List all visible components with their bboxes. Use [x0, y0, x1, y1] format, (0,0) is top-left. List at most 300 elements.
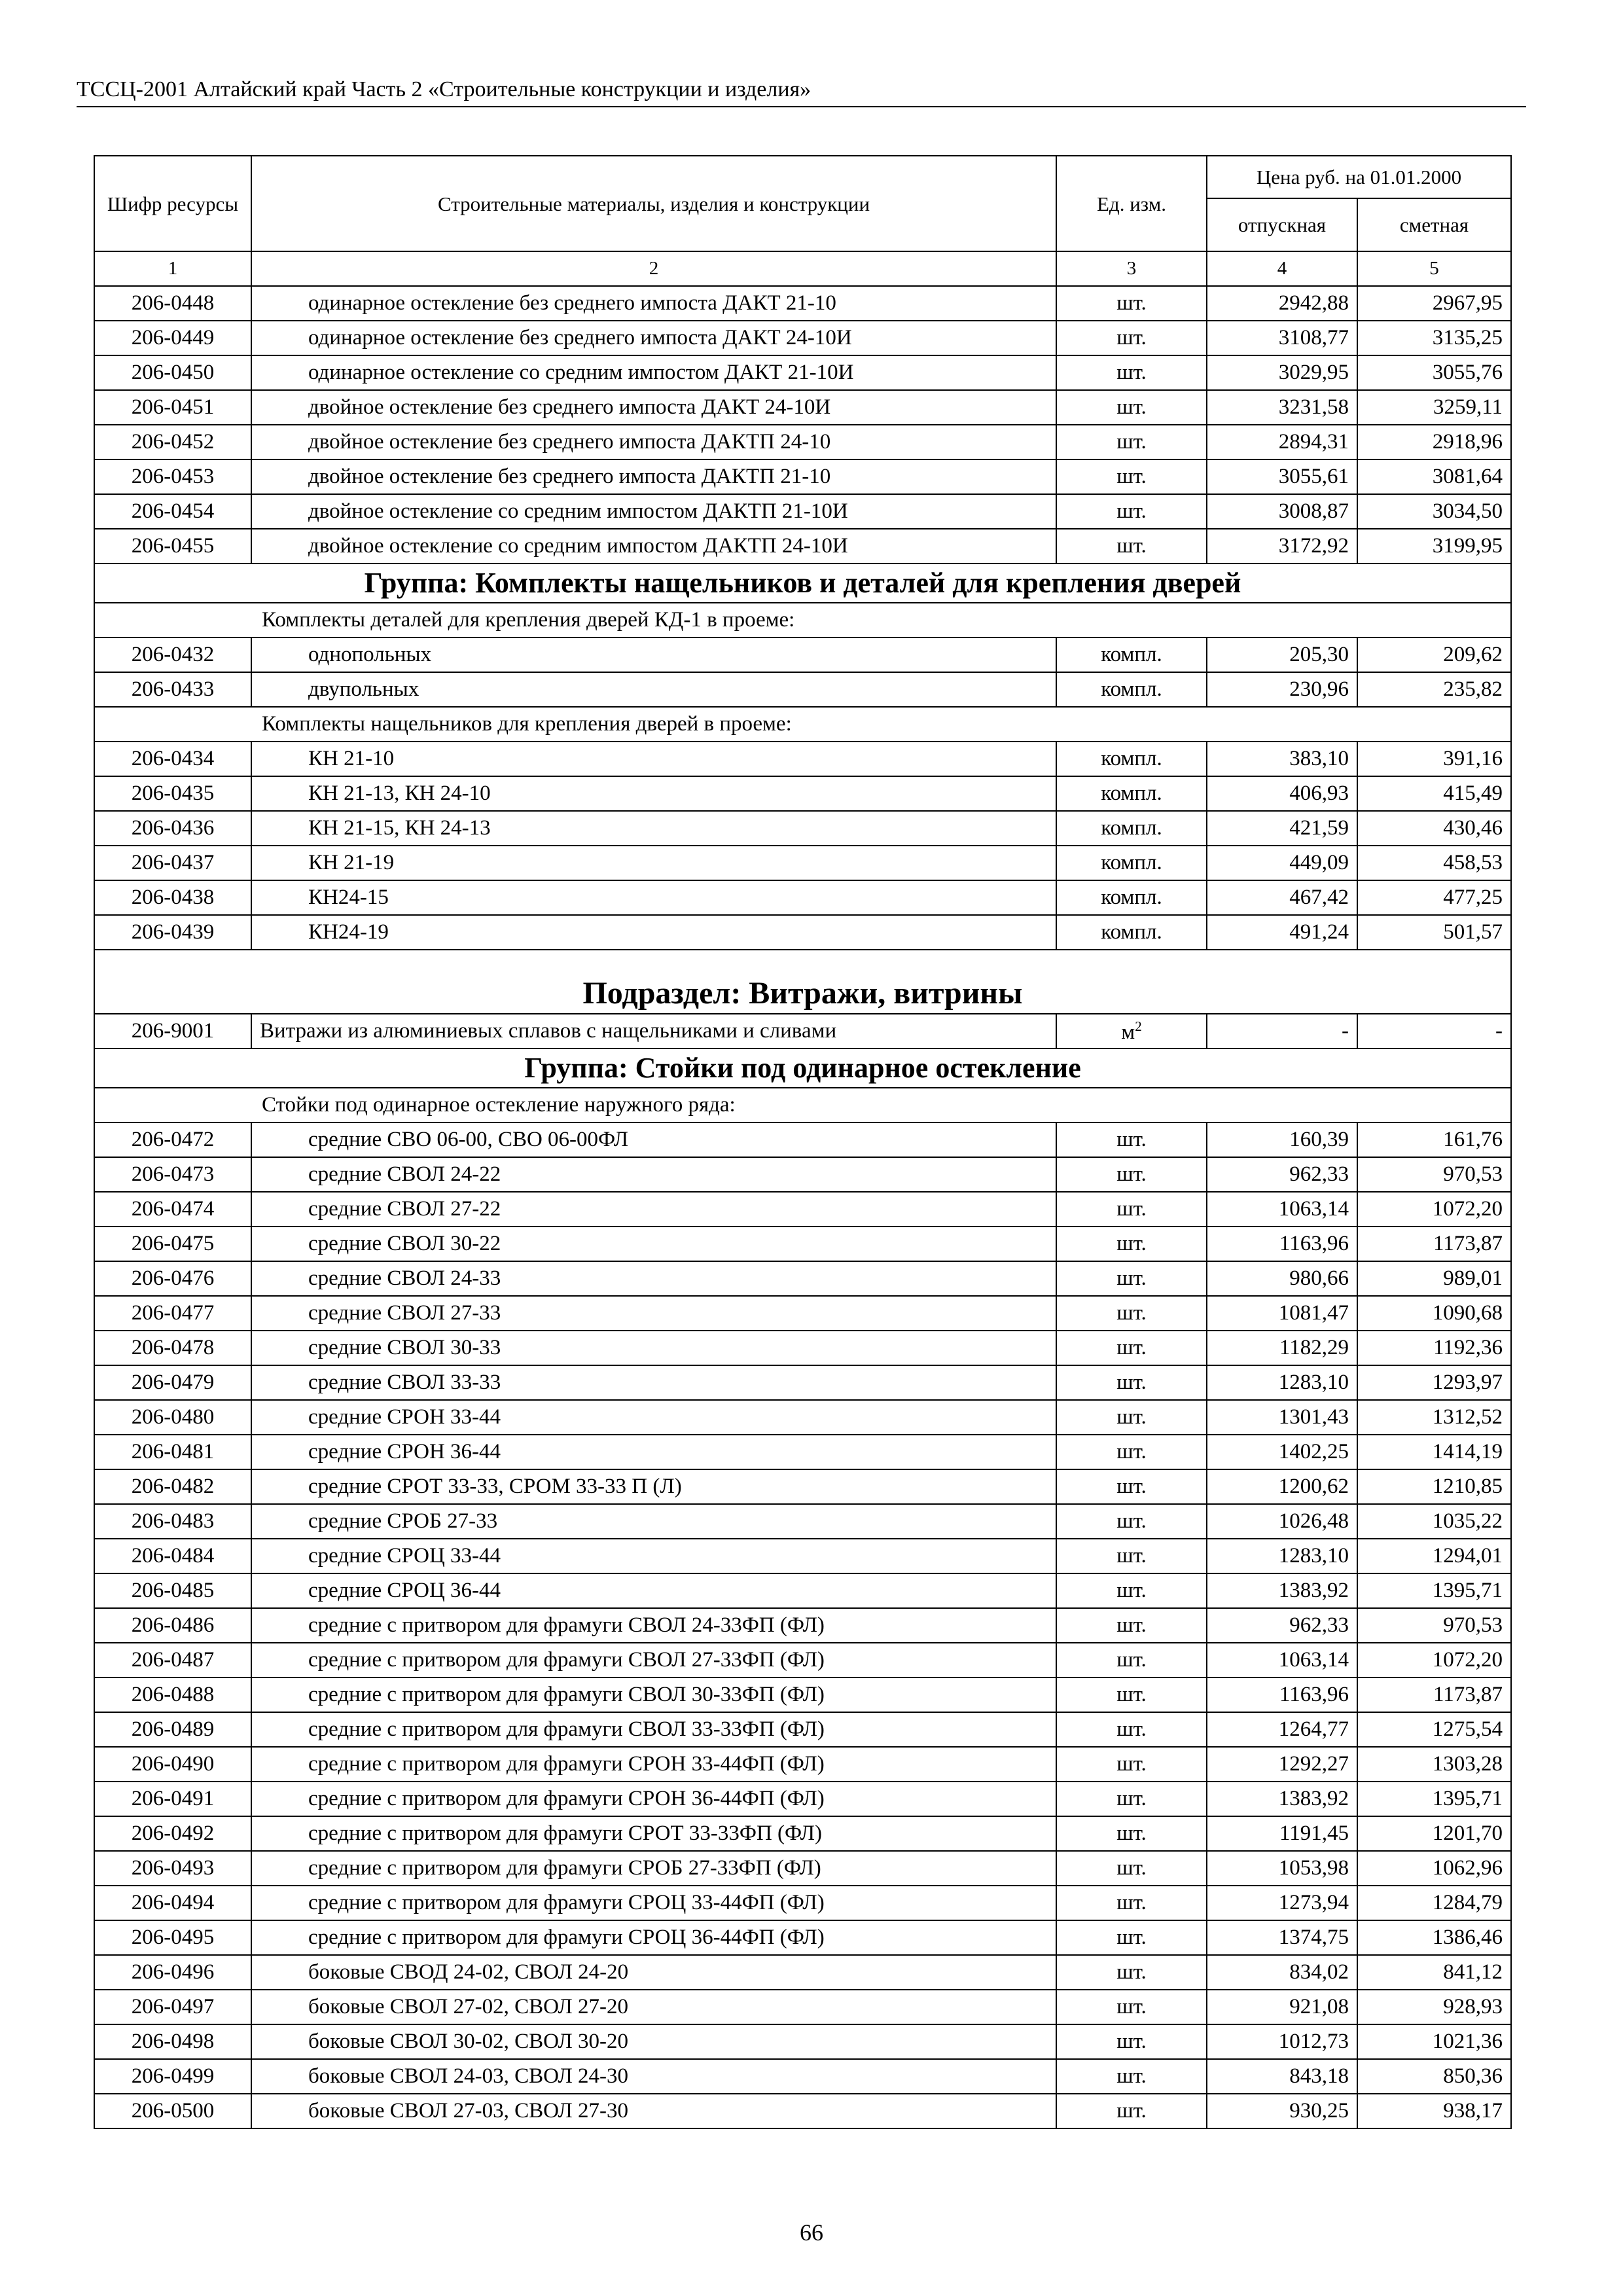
release-price: 1063,14: [1207, 1192, 1357, 1227]
resource-code: 206-0491: [94, 1782, 251, 1816]
column-number: 1: [94, 251, 251, 286]
table-row: [94, 1816, 1511, 1851]
table-row: [94, 1157, 1511, 1192]
unit-cell: шт.: [1056, 1747, 1207, 1782]
estimate-price: 1021,36: [1357, 2024, 1511, 2059]
release-price: 921,08: [1207, 1990, 1357, 2024]
table-row: [94, 1227, 1511, 1261]
table-row: [94, 1851, 1511, 1886]
unit-cell: шт.: [1056, 1400, 1207, 1435]
resource-name: одинарное остекление без среднего импоста ДАКТ 21-10: [251, 286, 1056, 321]
col-header-unit: Ед. изм.: [1056, 156, 1207, 251]
estimate-price: 1303,28: [1357, 1747, 1511, 1782]
table-row: [94, 742, 1511, 776]
unit-cell: компл.: [1056, 637, 1207, 672]
release-price: 3108,77: [1207, 321, 1357, 355]
release-price: 2894,31: [1207, 425, 1357, 459]
resource-code: 206-0439: [94, 915, 251, 950]
unit-cell: шт.: [1056, 1157, 1207, 1192]
release-price: 1383,92: [1207, 1782, 1357, 1816]
resource-code: 206-0488: [94, 1677, 251, 1712]
resource-name: средние СРОН 33-44: [251, 1400, 1056, 1435]
estimate-price: 209,62: [1357, 637, 1511, 672]
resource-name: средние СВО 06-00, СВО 06-00ФЛ: [251, 1122, 1056, 1157]
estimate-price: 391,16: [1357, 742, 1511, 776]
release-price: 3055,61: [1207, 459, 1357, 494]
resource-name: средние СВОЛ 24-33: [251, 1261, 1056, 1296]
group-title: Группа: Стойки под одинарное остекление: [94, 1049, 1511, 1088]
estimate-price: 1294,01: [1357, 1539, 1511, 1573]
unit-cell: шт.: [1056, 1296, 1207, 1331]
table-row: [94, 1296, 1511, 1331]
estimate-price: 1072,20: [1357, 1643, 1511, 1677]
resource-name: средние с притвором для фрамуги СВОЛ 33-33ФП (ФЛ): [251, 1712, 1056, 1747]
release-price: 1163,96: [1207, 1227, 1357, 1261]
resource-code: 206-0496: [94, 1955, 251, 1990]
unit-cell: шт.: [1056, 390, 1207, 425]
release-price: 962,33: [1207, 1157, 1357, 1192]
unit-cell: шт.: [1056, 494, 1207, 529]
unit-cell: шт.: [1056, 1990, 1207, 2024]
resource-code: 206-0500: [94, 2094, 251, 2128]
estimate-price: 3081,64: [1357, 459, 1511, 494]
estimate-price: 970,53: [1357, 1157, 1511, 1192]
resource-name: средние СРОБ 27-33: [251, 1504, 1056, 1539]
resource-name: КН 21-19: [251, 846, 1056, 880]
unit-cell: шт.: [1056, 1712, 1207, 1747]
subgroup-label: Стойки под одинарное остекление наружного ряда:: [94, 1088, 1511, 1122]
page-number: 66: [800, 2219, 823, 2246]
resource-name: средние с притвором для фрамуги СРОН 36-44ФП (ФЛ): [251, 1782, 1056, 1816]
table-row: [94, 1331, 1511, 1365]
unit-cell: шт.: [1056, 1816, 1207, 1851]
col-header-name: Строительные материалы, изделия и конструкции: [251, 156, 1056, 251]
resource-name: средние с притвором для фрамуги СРОЦ 36-44ФП (ФЛ): [251, 1920, 1056, 1955]
estimate-price: 1090,68: [1357, 1296, 1511, 1331]
resource-code: 206-0484: [94, 1539, 251, 1573]
table-row: [94, 1747, 1511, 1782]
resource-name: средние с притвором для фрамуги СВОЛ 27-33ФП (ФЛ): [251, 1643, 1056, 1677]
release-price: -: [1207, 1014, 1357, 1049]
unit-cell: [1056, 1014, 1207, 1049]
table-row: [94, 1469, 1511, 1504]
release-price: 3172,92: [1207, 529, 1357, 564]
table-row: [94, 811, 1511, 846]
table-row: [94, 390, 1511, 425]
estimate-price: 1395,71: [1357, 1782, 1511, 1816]
resource-code: 206-0477: [94, 1296, 251, 1331]
resource-name: КН 21-15, КН 24-13: [251, 811, 1056, 846]
resource-code: 206-0433: [94, 672, 251, 707]
unit-base: м: [1121, 1020, 1135, 1044]
resource-code: 206-0452: [94, 425, 251, 459]
resource-code: 206-0474: [94, 1192, 251, 1227]
subgroup-label-row: [94, 1088, 1511, 1122]
resource-code: 206-0492: [94, 1816, 251, 1851]
section-title: Подраздел: Витражи, витрины: [94, 950, 1511, 1014]
unit-cell: шт.: [1056, 1261, 1207, 1296]
release-price: 467,42: [1207, 880, 1357, 915]
estimate-price: -: [1357, 1014, 1511, 1049]
table-row: [94, 2094, 1511, 2128]
resource-name: двойное остекление со средним импостом ДАКТП 21-10И: [251, 494, 1056, 529]
table-row: [94, 1782, 1511, 1816]
resource-code: 206-0478: [94, 1331, 251, 1365]
release-price: 1063,14: [1207, 1643, 1357, 1677]
estimate-price: 1210,85: [1357, 1469, 1511, 1504]
unit-cell: шт.: [1056, 1122, 1207, 1157]
col-header-estimate: сметная: [1357, 198, 1511, 251]
release-price: 962,33: [1207, 1608, 1357, 1643]
release-price: 1012,73: [1207, 2024, 1357, 2059]
estimate-price: 928,93: [1357, 1990, 1511, 2024]
unit-exponent: 2: [1135, 1018, 1142, 1034]
group-title-row: [94, 1049, 1511, 1088]
estimate-price: 1284,79: [1357, 1886, 1511, 1920]
release-price: 1182,29: [1207, 1331, 1357, 1365]
resource-name: боковые СВОД 24-02, СВОЛ 24-20: [251, 1955, 1056, 1990]
table-row: [94, 1400, 1511, 1435]
unit-cell: компл.: [1056, 776, 1207, 811]
release-price: 834,02: [1207, 1955, 1357, 1990]
unit-cell: шт.: [1056, 286, 1207, 321]
resource-code: 206-0453: [94, 459, 251, 494]
resource-code: 206-0495: [94, 1920, 251, 1955]
estimate-price: 430,46: [1357, 811, 1511, 846]
resource-code: 206-0479: [94, 1365, 251, 1400]
column-number: 3: [1056, 251, 1207, 286]
resource-name: средние с притвором для фрамуги СРОБ 27-33ФП (ФЛ): [251, 1851, 1056, 1886]
table-row: [94, 1886, 1511, 1920]
estimate-price: 1312,52: [1357, 1400, 1511, 1435]
unit-cell: шт.: [1056, 1331, 1207, 1365]
release-price: 491,24: [1207, 915, 1357, 950]
release-price: 406,93: [1207, 776, 1357, 811]
resource-name: средние с притвором для фрамуги СРОН 33-44ФП (ФЛ): [251, 1747, 1056, 1782]
table-row: [94, 1504, 1511, 1539]
resource-code: 206-0497: [94, 1990, 251, 2024]
resource-code: 206-0472: [94, 1122, 251, 1157]
resource-code: 206-0487: [94, 1643, 251, 1677]
estimate-price: 850,36: [1357, 2059, 1511, 2094]
unit-cell: шт.: [1056, 1539, 1207, 1573]
release-price: 160,39: [1207, 1122, 1357, 1157]
group-title: Группа: Комплекты нащельников и деталей для крепления дверей: [94, 564, 1511, 603]
resource-code: 206-0454: [94, 494, 251, 529]
resource-code: 206-0480: [94, 1400, 251, 1435]
column-number: 5: [1357, 251, 1511, 286]
col-header-price: Цена руб. на 01.01.2000: [1207, 156, 1511, 198]
table-row: [94, 880, 1511, 915]
resource-name: средние СРОН 36-44: [251, 1435, 1056, 1469]
subgroup-label-row: [94, 603, 1511, 637]
estimate-price: 1201,70: [1357, 1816, 1511, 1851]
unit-cell: шт.: [1056, 2024, 1207, 2059]
release-price: 1264,77: [1207, 1712, 1357, 1747]
unit-cell: шт.: [1056, 1192, 1207, 1227]
estimate-price: 1173,87: [1357, 1677, 1511, 1712]
section-title-row: [94, 950, 1511, 1014]
unit-cell: шт.: [1056, 1920, 1207, 1955]
resource-name: средние СРОТ 33-33, СРОМ 33-33 П (Л): [251, 1469, 1056, 1504]
table-row: [94, 1573, 1511, 1608]
resource-code: 206-0432: [94, 637, 251, 672]
unit-cell: компл.: [1056, 880, 1207, 915]
unit-cell: шт.: [1056, 1886, 1207, 1920]
estimate-price: 1275,54: [1357, 1712, 1511, 1747]
resource-code: 206-0499: [94, 2059, 251, 2094]
table-row: [94, 494, 1511, 529]
resource-name: КН24-19: [251, 915, 1056, 950]
table-row: [94, 1261, 1511, 1296]
release-price: 1200,62: [1207, 1469, 1357, 1504]
estimate-price: 235,82: [1357, 672, 1511, 707]
table-row: [94, 1712, 1511, 1747]
resource-code: 206-0436: [94, 811, 251, 846]
header-rule: [77, 106, 1526, 107]
release-price: 383,10: [1207, 742, 1357, 776]
table-row: [94, 1122, 1511, 1157]
resource-name: боковые СВОЛ 27-02, СВОЛ 27-20: [251, 1990, 1056, 2024]
release-price: 205,30: [1207, 637, 1357, 672]
estimate-price: 3034,50: [1357, 494, 1511, 529]
resource-name: средние СВОЛ 30-33: [251, 1331, 1056, 1365]
unit-cell: шт.: [1056, 1608, 1207, 1643]
resource-name: КН24-15: [251, 880, 1056, 915]
table-row: [94, 1014, 1511, 1049]
unit-cell: шт.: [1056, 2059, 1207, 2094]
unit-cell: шт.: [1056, 1782, 1207, 1816]
resource-name: средние СРОЦ 33-44: [251, 1539, 1056, 1573]
resource-code: 206-0498: [94, 2024, 251, 2059]
resource-name: одинарное остекление со средним импостом ДАКТ 21-10И: [251, 355, 1056, 390]
resource-code: 206-0473: [94, 1157, 251, 1192]
column-numbers-row: [94, 251, 1511, 286]
table-row: [94, 1539, 1511, 1573]
column-number: 4: [1207, 251, 1357, 286]
estimate-price: 477,25: [1357, 880, 1511, 915]
unit-cell: шт.: [1056, 355, 1207, 390]
unit-cell: шт.: [1056, 1851, 1207, 1886]
resource-name: средние с притвором для фрамуги СВОЛ 30-33ФП (ФЛ): [251, 1677, 1056, 1712]
estimate-price: 1192,36: [1357, 1331, 1511, 1365]
resource-name: двупольных: [251, 672, 1056, 707]
table-row: [94, 286, 1511, 321]
release-price: 1273,94: [1207, 1886, 1357, 1920]
resource-code: 206-0475: [94, 1227, 251, 1261]
subgroup-label: Комплекты нащельников для крепления дверей в проеме:: [94, 707, 1511, 742]
release-price: 1283,10: [1207, 1539, 1357, 1573]
resource-code: 206-0494: [94, 1886, 251, 1920]
release-price: 3231,58: [1207, 390, 1357, 425]
release-price: 449,09: [1207, 846, 1357, 880]
table-body: [94, 286, 1511, 2128]
resource-code: 206-0449: [94, 321, 251, 355]
estimate-price: 938,17: [1357, 2094, 1511, 2128]
resource-name: однопольных: [251, 637, 1056, 672]
table-row: [94, 1435, 1511, 1469]
release-price: 1163,96: [1207, 1677, 1357, 1712]
resource-code: 206-9001: [94, 1014, 251, 1049]
table-row: [94, 1677, 1511, 1712]
table-row: [94, 1365, 1511, 1400]
resource-code: 206-0490: [94, 1747, 251, 1782]
table-row: [94, 1955, 1511, 1990]
table-row: [94, 355, 1511, 390]
unit-cell: компл.: [1056, 672, 1207, 707]
release-price: 1292,27: [1207, 1747, 1357, 1782]
unit-cell: компл.: [1056, 915, 1207, 950]
resource-name: средние СВОЛ 24-22: [251, 1157, 1056, 1192]
resource-code: 206-0485: [94, 1573, 251, 1608]
table-row: [94, 672, 1511, 707]
release-price: 1026,48: [1207, 1504, 1357, 1539]
unit-cell: шт.: [1056, 321, 1207, 355]
subgroup-label: Комплекты деталей для крепления дверей КД-1 в проеме:: [94, 603, 1511, 637]
resource-name: средние с притвором для фрамуги СРОТ 33-33ФП (ФЛ): [251, 1816, 1056, 1851]
estimate-price: 2967,95: [1357, 286, 1511, 321]
release-price: 2942,88: [1207, 286, 1357, 321]
resource-name: двойное остекление без среднего импоста ДАКТП 24-10: [251, 425, 1056, 459]
resource-code: 206-0450: [94, 355, 251, 390]
table-row: [94, 459, 1511, 494]
resource-code: 206-0438: [94, 880, 251, 915]
resource-name: двойное остекление без среднего импоста ДАКТП 21-10: [251, 459, 1056, 494]
estimate-price: 3199,95: [1357, 529, 1511, 564]
subgroup-label-row: [94, 707, 1511, 742]
resource-name: боковые СВОЛ 24-03, СВОЛ 24-30: [251, 2059, 1056, 2094]
release-price: 1081,47: [1207, 1296, 1357, 1331]
group-title-row: [94, 564, 1511, 603]
estimate-price: 3135,25: [1357, 321, 1511, 355]
estimate-price: 3055,76: [1357, 355, 1511, 390]
estimate-price: 1072,20: [1357, 1192, 1511, 1227]
estimate-price: 458,53: [1357, 846, 1511, 880]
table-row: [94, 2059, 1511, 2094]
unit-cell: шт.: [1056, 1955, 1207, 1990]
release-price: 843,18: [1207, 2059, 1357, 2094]
unit-cell: шт.: [1056, 1504, 1207, 1539]
unit-cell: шт.: [1056, 2094, 1207, 2128]
resource-code: 206-0434: [94, 742, 251, 776]
resource-name: средние с притвором для фрамуги СРОЦ 33-44ФП (ФЛ): [251, 1886, 1056, 1920]
release-price: 1191,45: [1207, 1816, 1357, 1851]
release-price: 3029,95: [1207, 355, 1357, 390]
estimate-price: 3259,11: [1357, 390, 1511, 425]
estimate-price: 989,01: [1357, 1261, 1511, 1296]
unit-cell: шт.: [1056, 459, 1207, 494]
resource-name: двойное остекление со средним импостом ДАКТП 24-10И: [251, 529, 1056, 564]
release-price: 1301,43: [1207, 1400, 1357, 1435]
table-row: [94, 425, 1511, 459]
release-price: 3008,87: [1207, 494, 1357, 529]
resource-code: 206-0455: [94, 529, 251, 564]
price-table: [94, 155, 1512, 2129]
unit-cell: шт.: [1056, 1227, 1207, 1261]
resource-name: двойное остекление без среднего импоста ДАКТ 24-10И: [251, 390, 1056, 425]
release-price: 930,25: [1207, 2094, 1357, 2128]
estimate-price: 415,49: [1357, 776, 1511, 811]
unit-cell: компл.: [1056, 811, 1207, 846]
table-row: [94, 529, 1511, 564]
unit-cell: шт.: [1056, 1469, 1207, 1504]
resource-name: КН 21-13, КН 24-10: [251, 776, 1056, 811]
estimate-price: 970,53: [1357, 1608, 1511, 1643]
table-row: [94, 1990, 1511, 2024]
resource-name: средние СВОЛ 33-33: [251, 1365, 1056, 1400]
resource-name: боковые СВОЛ 30-02, СВОЛ 30-20: [251, 2024, 1056, 2059]
unit-cell: компл.: [1056, 846, 1207, 880]
resource-name: Витражи из алюминиевых сплавов с нащельниками и сливами: [251, 1014, 1056, 1049]
table-row: [94, 776, 1511, 811]
table-row: [94, 1920, 1511, 1955]
table-row: [94, 321, 1511, 355]
unit-cell: шт.: [1056, 425, 1207, 459]
table-row: [94, 915, 1511, 950]
resource-code: 206-0482: [94, 1469, 251, 1504]
estimate-price: 161,76: [1357, 1122, 1511, 1157]
table-row: [94, 846, 1511, 880]
unit-cell: шт.: [1056, 529, 1207, 564]
release-price: 1402,25: [1207, 1435, 1357, 1469]
resource-code: 206-0493: [94, 1851, 251, 1886]
resource-code: 206-0435: [94, 776, 251, 811]
unit-cell: шт.: [1056, 1365, 1207, 1400]
document-header: ТССЦ-2001 Алтайский край Часть 2 «Строительные конструкции и изделия»: [77, 77, 812, 101]
release-price: 980,66: [1207, 1261, 1357, 1296]
table-row: [94, 1192, 1511, 1227]
release-price: 1383,92: [1207, 1573, 1357, 1608]
table-row: [94, 2024, 1511, 2059]
resource-code: 206-0483: [94, 1504, 251, 1539]
col-header-release: отпускная: [1207, 198, 1357, 251]
release-price: 1053,98: [1207, 1851, 1357, 1886]
resource-name: одинарное остекление без среднего импоста ДАКТ 24-10И: [251, 321, 1056, 355]
release-price: 1374,75: [1207, 1920, 1357, 1955]
resource-name: боковые СВОЛ 27-03, СВОЛ 27-30: [251, 2094, 1056, 2128]
estimate-price: 2918,96: [1357, 425, 1511, 459]
estimate-price: 1395,71: [1357, 1573, 1511, 1608]
unit-cell: шт.: [1056, 1677, 1207, 1712]
estimate-price: 1293,97: [1357, 1365, 1511, 1400]
resource-code: 206-0481: [94, 1435, 251, 1469]
resource-name: средние СРОЦ 36-44: [251, 1573, 1056, 1608]
resource-name: средние СВОЛ 30-22: [251, 1227, 1056, 1261]
resource-name: средние СВОЛ 27-22: [251, 1192, 1056, 1227]
table-row: [94, 1643, 1511, 1677]
release-price: 230,96: [1207, 672, 1357, 707]
resource-code: 206-0486: [94, 1608, 251, 1643]
resource-name: КН 21-10: [251, 742, 1056, 776]
table-row: [94, 637, 1511, 672]
resource-code: 206-0489: [94, 1712, 251, 1747]
col-header-code: Шифр ресурсы: [94, 156, 251, 251]
estimate-price: 1062,96: [1357, 1851, 1511, 1886]
estimate-price: 1035,22: [1357, 1504, 1511, 1539]
resource-name: средние СВОЛ 27-33: [251, 1296, 1056, 1331]
column-number: 2: [251, 251, 1056, 286]
table-row: [94, 1608, 1511, 1643]
estimate-price: 1414,19: [1357, 1435, 1511, 1469]
release-price: 1283,10: [1207, 1365, 1357, 1400]
resource-code: 206-0448: [94, 286, 251, 321]
resource-code: 206-0476: [94, 1261, 251, 1296]
resource-code: 206-0437: [94, 846, 251, 880]
estimate-price: 1173,87: [1357, 1227, 1511, 1261]
unit-cell: компл.: [1056, 742, 1207, 776]
unit-cell: шт.: [1056, 1573, 1207, 1608]
resource-code: 206-0451: [94, 390, 251, 425]
